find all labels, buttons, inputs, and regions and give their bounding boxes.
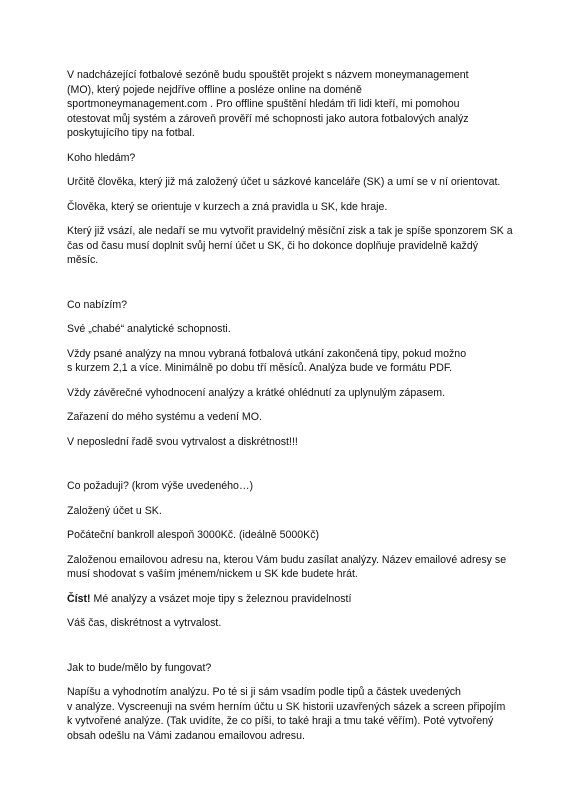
section-heading-koho: Koho hledám? xyxy=(67,151,136,164)
pozaduji-paragraph-1: Založený účet u SK. xyxy=(67,504,162,517)
pozaduji-paragraph-5: Váš čas, diskrétnost a vytrvalost. xyxy=(67,617,222,629)
koho-paragraph-1: Určitě člověka, který již má založený účet u sázkové kanceláře (SK) a umí se v ní orientovat. xyxy=(67,176,501,188)
koho-paragraph-3: Který již vsází, ale nedaří se mu vytvořit pravidelný měsíční zisk a tak je spíše sponzorem SK a čas od času musí doplnit svůj herní účet u SK, či ho dokonce doplňuje pravidelně každý měsíc. xyxy=(67,225,513,266)
section-heading-nabizim: Co nabízím? xyxy=(67,298,128,311)
nabizim-paragraph-1: Své „chabé“ analytické schopnosti. xyxy=(67,323,231,335)
koho-paragraph-2: Člověka, který se orientuje v kurzech a zná pravidla u SK, kde hraje. xyxy=(67,200,388,213)
pozaduji-paragraph-3: Založenou emailovou adresu na, kterou Vám budu zasílat analýzy. Název emailové adresy se musí shodovat s vaším jménem/nickem u SK kde budete hrát. xyxy=(67,553,507,580)
emphasis-cist: Číst! xyxy=(67,592,91,605)
section-heading-pozaduji: Co požaduji? (krom výše uvedeného…) xyxy=(67,480,254,492)
nabizim-paragraph-5: V neposlední řadě svou vytrvalost a diskrétnost!!! xyxy=(67,435,298,448)
nabizim-paragraph-3: Vždy závěrečné vyhodnocení analýzy a krátké ohlédnutí za uplynulým zápasem. xyxy=(67,386,446,399)
nabizim-paragraph-2: Vždy psané analýzy na mnou vybraná fotbalová utkání zakončená tipy, pokud možno s kurzem 2,1 a více. Minimálně po dobu tří měsíců. Analýza bude ve formátu PDF. xyxy=(67,347,467,374)
pozaduji-paragraph-4-text: Mé analýzy a vsázet moje tipy s železnou pravidelností xyxy=(90,592,352,605)
document-page xyxy=(67,68,517,753)
intro-paragraph: V nadcházející fotbalové sezóně budu spouštět projekt s názvem moneymanagement (MO), který pojede nejdříve offline a posléze online na doméně sportmoneymanagement.com . Pro offline spuštění hledám tři lidi kteří, mi pomohou otestovat můj systém a zároveň prověří mé schopnosti jako autora fotbalových analýz poskytujícího tipy na fotbal. xyxy=(67,69,469,139)
section-heading-fungovat: Jak to bude/mělo by fungovat? xyxy=(67,661,212,674)
pozaduji-paragraph-4 xyxy=(67,592,517,607)
fungovat-paragraph-1: Napíšu a vyhodnotím analýzu. Po té si ji sám vsadím podle tipů a částek uvedených v analýze. Vyscreenuji na svém herním účtu u SK historii uzavřených sázek a screen připojím k vytvořené analýze. (Tak uvidíte, že co píši, to také hraji a tmu také věřím). Poté vytvořený obsah odešlu na Vámi zadanou emailovou adresu. xyxy=(67,686,506,742)
pozaduji-paragraph-2: Počáteční bankroll alespoň 3000Kč. (ideálně 5000Kč) xyxy=(67,529,320,541)
nabizim-paragraph-4: Zařazení do mého systému a vedení MO. xyxy=(67,411,262,423)
